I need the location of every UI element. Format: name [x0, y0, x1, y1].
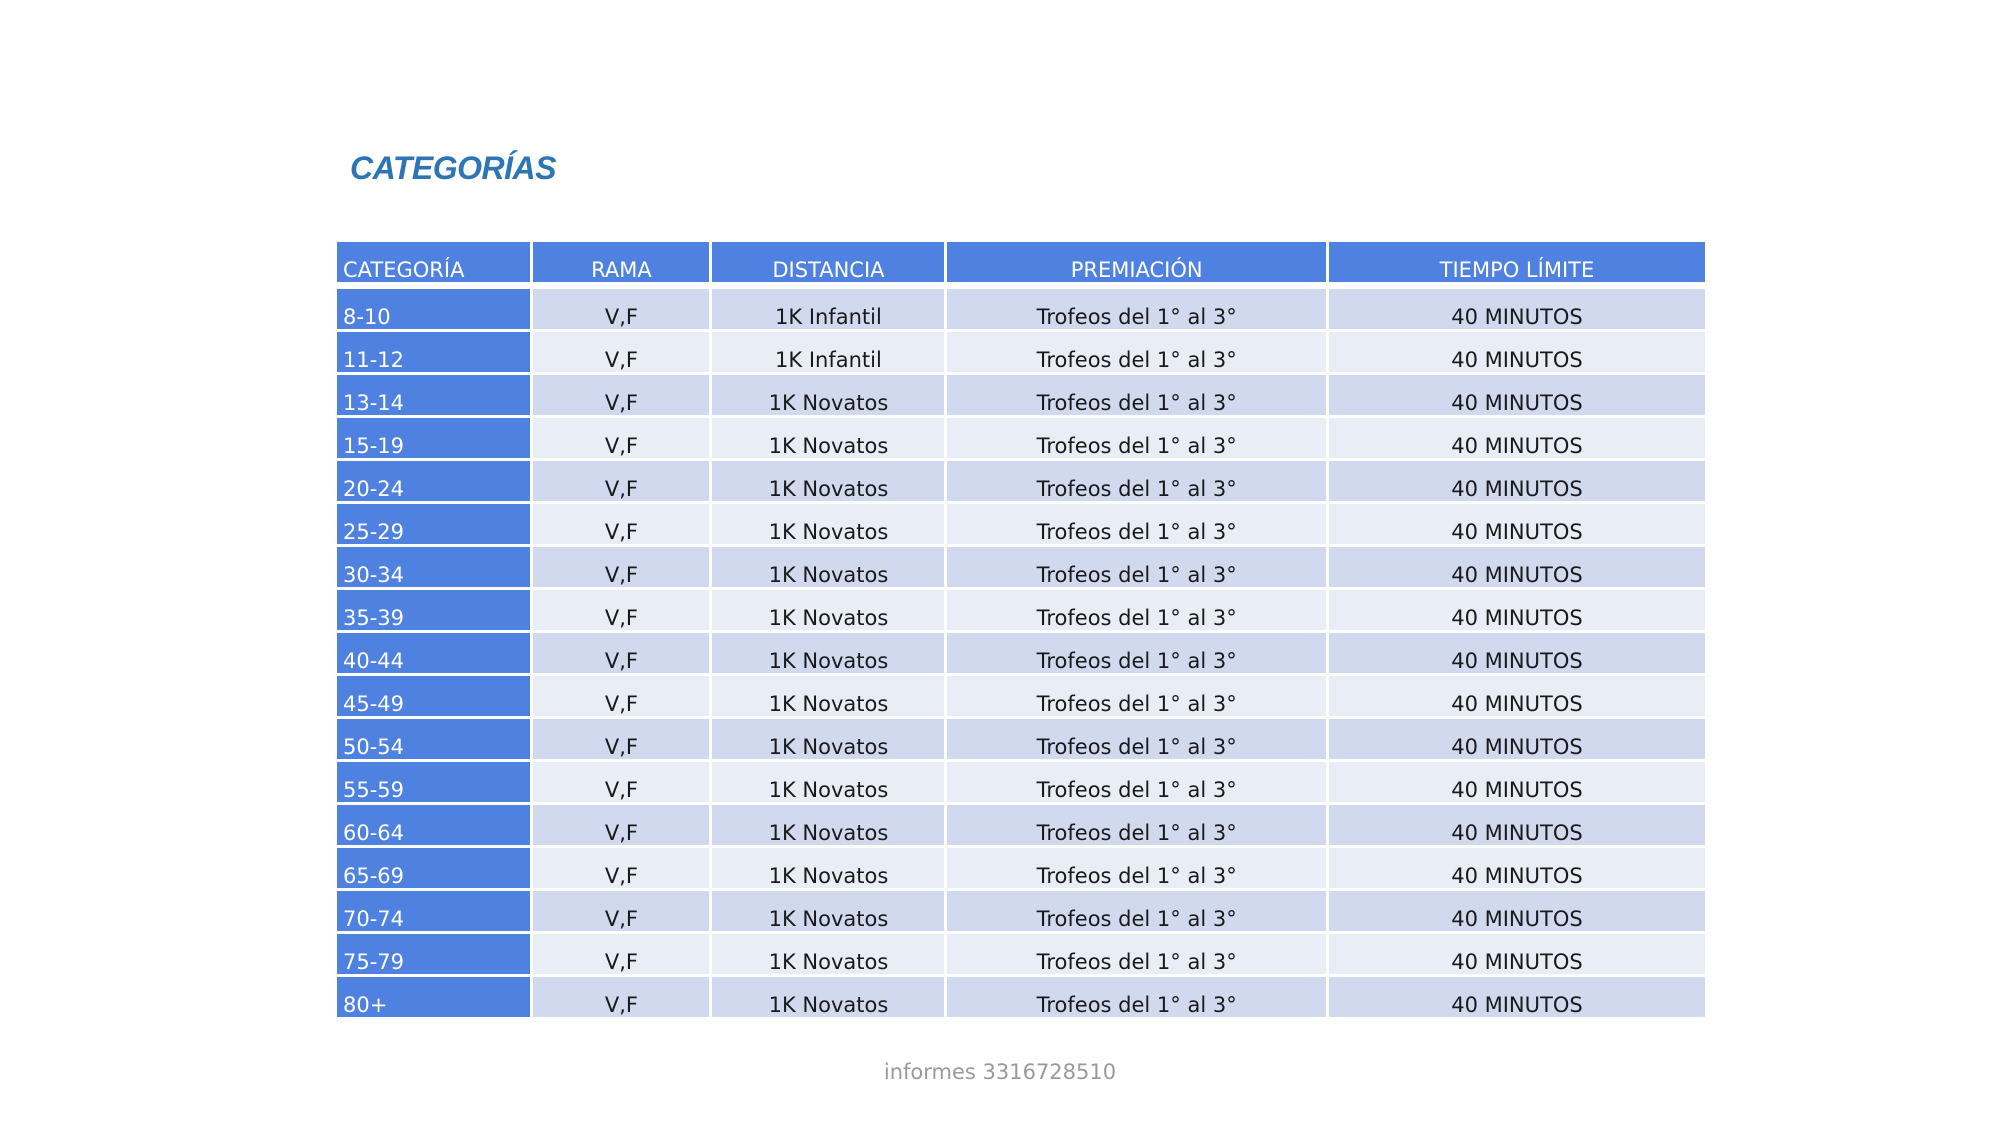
cell-tiempo-limite: 40 MINUTOS [1329, 547, 1705, 590]
table-row [337, 418, 1705, 461]
cell-tiempo-limite: 40 MINUTOS [1329, 762, 1705, 805]
cell-rama: V,F [533, 805, 712, 848]
cell-distancia: 1K Novatos [712, 805, 947, 848]
table-row [337, 719, 1705, 762]
cell-distancia: 1K Novatos [712, 504, 947, 547]
cell-rama: V,F [533, 504, 712, 547]
table-header-row [337, 242, 1705, 289]
cell-distancia: 1K Novatos [712, 676, 947, 719]
cell-premiacion: Trofeos del 1° al 3° [947, 891, 1328, 934]
cell-categoria: 40-44 [337, 633, 533, 676]
cell-distancia: 1K Novatos [712, 461, 947, 504]
table-row [337, 375, 1705, 418]
cell-rama: V,F [533, 461, 712, 504]
table-row [337, 676, 1705, 719]
cell-categoria: 35-39 [337, 590, 533, 633]
cell-rama: V,F [533, 848, 712, 891]
cell-categoria: 20-24 [337, 461, 533, 504]
table-row [337, 590, 1705, 633]
cell-distancia: 1K Novatos [712, 719, 947, 762]
header-premiacion: PREMIACIÓN [947, 242, 1328, 289]
contact-info: informes 3316728510 [883, 1060, 1117, 1084]
cell-distancia: 1K Infantil [712, 332, 947, 375]
cell-categoria: 25-29 [337, 504, 533, 547]
cell-categoria: 13-14 [337, 375, 533, 418]
cell-rama: V,F [533, 633, 712, 676]
cell-premiacion: Trofeos del 1° al 3° [947, 332, 1328, 375]
table-row [337, 934, 1705, 977]
cell-distancia: 1K Novatos [712, 375, 947, 418]
table-row [337, 289, 1705, 332]
cell-tiempo-limite: 40 MINUTOS [1329, 418, 1705, 461]
cell-tiempo-limite: 40 MINUTOS [1329, 289, 1705, 332]
cell-categoria: 11-12 [337, 332, 533, 375]
cell-premiacion: Trofeos del 1° al 3° [947, 633, 1328, 676]
cell-distancia: 1K Novatos [712, 633, 947, 676]
cell-tiempo-limite: 40 MINUTOS [1329, 633, 1705, 676]
cell-distancia: 1K Novatos [712, 934, 947, 977]
cell-categoria: 15-19 [337, 418, 533, 461]
cell-premiacion: Trofeos del 1° al 3° [947, 762, 1328, 805]
cell-distancia: 1K Novatos [712, 590, 947, 633]
cell-categoria: 8-10 [337, 289, 533, 332]
cell-categoria: 30-34 [337, 547, 533, 590]
cell-tiempo-limite: 40 MINUTOS [1329, 805, 1705, 848]
categories-table [337, 242, 1705, 1020]
cell-distancia: 1K Novatos [712, 891, 947, 934]
table-row [337, 461, 1705, 504]
header-categoria: CATEGORÍA [337, 242, 533, 289]
table-row [337, 805, 1705, 848]
cell-tiempo-limite: 40 MINUTOS [1329, 934, 1705, 977]
cell-premiacion: Trofeos del 1° al 3° [947, 289, 1328, 332]
page-title: CATEGORÍAS [350, 150, 556, 186]
cell-rama: V,F [533, 891, 712, 934]
cell-tiempo-limite: 40 MINUTOS [1329, 719, 1705, 762]
header-rama: RAMA [533, 242, 712, 289]
cell-rama: V,F [533, 762, 712, 805]
cell-premiacion: Trofeos del 1° al 3° [947, 461, 1328, 504]
cell-rama: V,F [533, 547, 712, 590]
cell-distancia: 1K Novatos [712, 848, 947, 891]
cell-distancia: 1K Novatos [712, 547, 947, 590]
cell-premiacion: Trofeos del 1° al 3° [947, 977, 1328, 1020]
cell-categoria: 45-49 [337, 676, 533, 719]
cell-rama: V,F [533, 676, 712, 719]
table-body [337, 289, 1705, 1020]
cell-premiacion: Trofeos del 1° al 3° [947, 719, 1328, 762]
cell-distancia: 1K Novatos [712, 418, 947, 461]
table-row [337, 332, 1705, 375]
cell-tiempo-limite: 40 MINUTOS [1329, 590, 1705, 633]
cell-premiacion: Trofeos del 1° al 3° [947, 934, 1328, 977]
cell-categoria: 80+ [337, 977, 533, 1020]
cell-premiacion: Trofeos del 1° al 3° [947, 805, 1328, 848]
cell-tiempo-limite: 40 MINUTOS [1329, 504, 1705, 547]
cell-rama: V,F [533, 719, 712, 762]
cell-premiacion: Trofeos del 1° al 3° [947, 590, 1328, 633]
cell-rama: V,F [533, 418, 712, 461]
cell-premiacion: Trofeos del 1° al 3° [947, 676, 1328, 719]
cell-tiempo-limite: 40 MINUTOS [1329, 332, 1705, 375]
cell-rama: V,F [533, 977, 712, 1020]
table-row [337, 762, 1705, 805]
cell-rama: V,F [533, 289, 712, 332]
cell-categoria: 65-69 [337, 848, 533, 891]
cell-categoria: 70-74 [337, 891, 533, 934]
table-row [337, 633, 1705, 676]
cell-premiacion: Trofeos del 1° al 3° [947, 375, 1328, 418]
cell-categoria: 55-59 [337, 762, 533, 805]
cell-rama: V,F [533, 375, 712, 418]
table-row [337, 547, 1705, 590]
header-distancia: DISTANCIA [712, 242, 947, 289]
cell-rama: V,F [533, 934, 712, 977]
cell-premiacion: Trofeos del 1° al 3° [947, 547, 1328, 590]
table-row [337, 891, 1705, 934]
cell-distancia: 1K Novatos [712, 977, 947, 1020]
cell-tiempo-limite: 40 MINUTOS [1329, 676, 1705, 719]
cell-premiacion: Trofeos del 1° al 3° [947, 418, 1328, 461]
cell-categoria: 75-79 [337, 934, 533, 977]
table-row [337, 848, 1705, 891]
header-tiempo-limite: TIEMPO LÍMITE [1329, 242, 1705, 289]
cell-categoria: 50-54 [337, 719, 533, 762]
cell-categoria: 60-64 [337, 805, 533, 848]
cell-rama: V,F [533, 332, 712, 375]
table-row [337, 504, 1705, 547]
table-row [337, 977, 1705, 1020]
cell-tiempo-limite: 40 MINUTOS [1329, 375, 1705, 418]
cell-premiacion: Trofeos del 1° al 3° [947, 504, 1328, 547]
cell-rama: V,F [533, 590, 712, 633]
cell-tiempo-limite: 40 MINUTOS [1329, 891, 1705, 934]
cell-tiempo-limite: 40 MINUTOS [1329, 977, 1705, 1020]
cell-tiempo-limite: 40 MINUTOS [1329, 461, 1705, 504]
cell-distancia: 1K Infantil [712, 289, 947, 332]
cell-distancia: 1K Novatos [712, 762, 947, 805]
cell-tiempo-limite: 40 MINUTOS [1329, 848, 1705, 891]
cell-premiacion: Trofeos del 1° al 3° [947, 848, 1328, 891]
